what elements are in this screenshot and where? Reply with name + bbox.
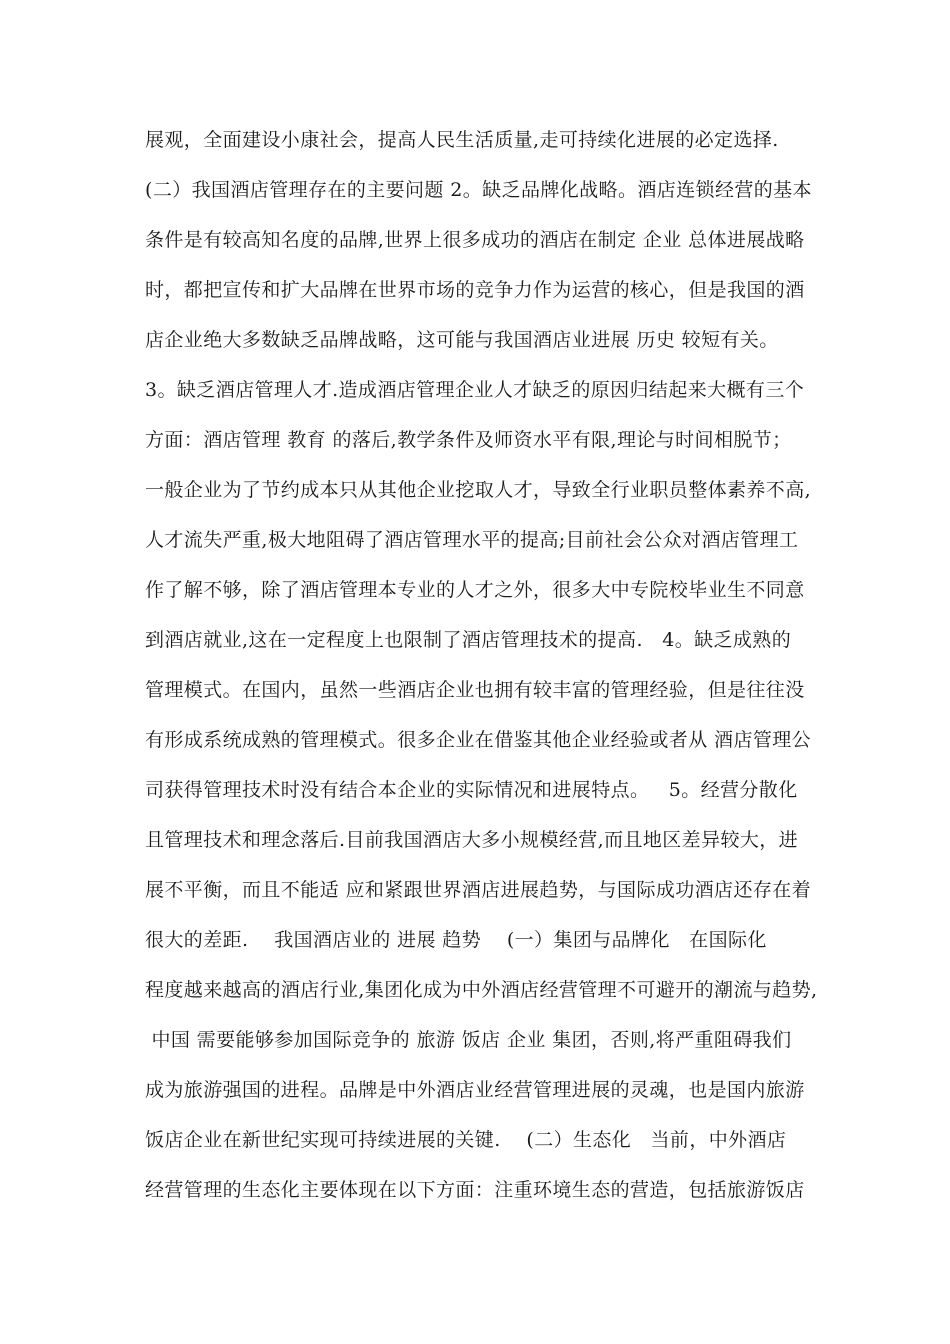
text-line: 条件是有较高知名度的品牌,世界上很多成功的酒店在制定 企业 总体进展战略 xyxy=(145,229,805,251)
text-line: 且管理技术和理念落后.目前我国酒店大多小规模经营,而且地区差异较大，进 xyxy=(145,829,799,851)
text-line: 到酒店就业,这在一定程度上也限制了酒店管理技术的提高. 4。缺乏成熟的 xyxy=(145,629,792,651)
text-line: 店企业绝大多数缺乏品牌战略，这可能与我国酒店业进展 历史 较短有关。 xyxy=(145,329,779,351)
text-line: 展观，全面建设小康社会，提高人民生活质量,走可持续化进展的必定选择. xyxy=(145,129,779,151)
text-line: 很大的差距. 我国酒店业的 进展 趋势 (一）集团与品牌化 在国际化 xyxy=(145,929,767,951)
text-line: 司获得管理技术时没有结合本企业的实际情况和进展特点。 5。经营分散化 xyxy=(145,779,798,801)
text-line: 中国 需要能够参加国际竞争的 旅游 饭店 企业 集团，否则,将严重阻碍我们 xyxy=(145,1029,792,1051)
body-text xyxy=(145,122,835,1222)
text-line: (二）我国酒店管理存在的主要问题 2。缺乏品牌化战略。酒店连锁经营的基本 xyxy=(145,179,812,201)
text-line: 展不平衡，而且不能适 应和紧跟世界酒店进展趋势，与国际成功酒店还存在着 xyxy=(145,879,812,901)
text-line: 时，都把宣传和扩大品牌在世界市场的竞争力作为运营的核心，但是我国的酒 xyxy=(145,279,805,301)
text-line: 一般企业为了节约成本只从其他企业挖取人才，导致全行业职员整体素养不高, xyxy=(145,479,812,501)
text-line: 人才流失严重,极大地阻碍了酒店管理水平的提高;目前社会公众对酒店管理工 xyxy=(145,529,799,551)
text-line: 3。缺乏酒店管理人才.造成酒店管理企业人才缺乏的原因归结起来大概有三个 xyxy=(145,379,805,401)
text-line: 程度越来越高的酒店行业,集团化成为中外酒店经营管理不可避开的潮流与趋势, xyxy=(145,979,818,1001)
text-line: 饭店企业在新世纪实现可持续进展的关键. (二）生态化 当前，中外酒店 xyxy=(145,1129,787,1151)
text-line: 有形成系统成熟的管理模式。很多企业在借鉴其他企业经验或者从 酒店管理公 xyxy=(145,729,812,751)
text-line: 管理模式。在国内，虽然一些酒店企业也拥有较丰富的管理经验，但是往往没 xyxy=(145,679,805,701)
text-line: 作了解不够，除了酒店管理本专业的人才之外，很多大中专院校毕业生不同意 xyxy=(145,579,805,601)
text-line: 方面：酒店管理 教育 的落后,教学条件及师资水平有限,理论与时间相脱节； xyxy=(145,429,792,451)
text-line: 成为旅游强国的进程。品牌是中外酒店业经营管理进展的灵魂，也是国内旅游 xyxy=(145,1079,805,1101)
text-line: 经营管理的生态化主要体现在以下方面：注重环境生态的营造，包括旅游饭店 xyxy=(145,1179,805,1201)
